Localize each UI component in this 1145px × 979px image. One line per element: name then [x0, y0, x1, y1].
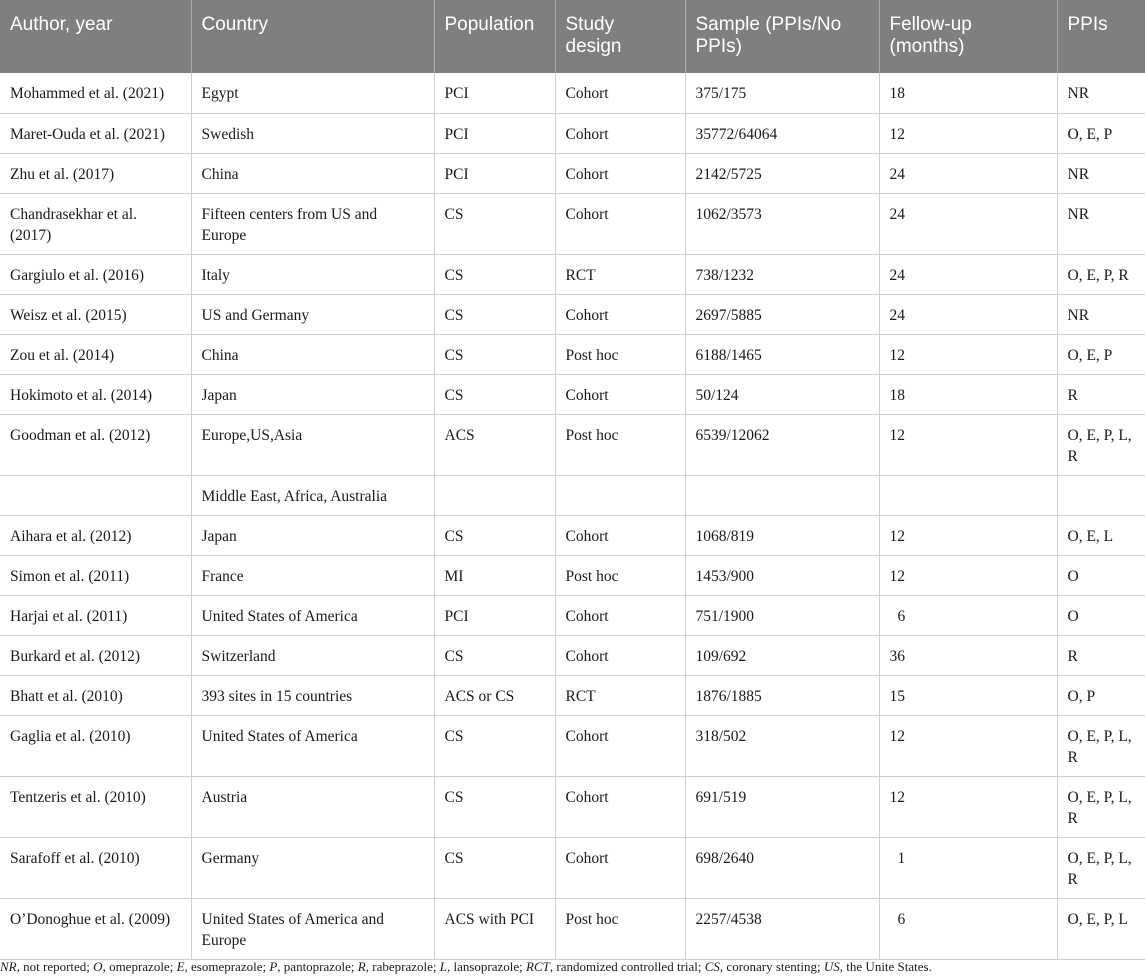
country-cell: Germany — [191, 837, 434, 898]
header-sample: Sample (PPIs/No PPIs) — [685, 0, 879, 73]
ppis-cell: NR — [1057, 153, 1145, 193]
footnote-abbreviation: E — [176, 959, 185, 974]
author-year-cell: Aihara et al. (2012) — [0, 515, 191, 555]
population-cell: MI — [434, 555, 555, 595]
table-row — [0, 153, 1145, 193]
country-cell: Middle East, Africa, Australia — [191, 475, 434, 515]
ppis-cell: O — [1057, 595, 1145, 635]
footnote-definition: , not reported; — [16, 959, 94, 974]
sample-cell: 375/175 — [685, 73, 879, 113]
country-cell: 393 sites in 15 countries — [191, 675, 434, 715]
study-design-cell: Cohort — [555, 73, 685, 113]
country-cell: Italy — [191, 254, 434, 294]
sample-cell: 1062/3573 — [685, 193, 879, 254]
population-cell — [434, 475, 555, 515]
author-year-cell: Mohammed et al. (2021) — [0, 73, 191, 113]
table-footnote — [0, 958, 1145, 976]
follow-up-cell: 36 — [879, 635, 1057, 675]
follow-up-cell: 24 — [879, 254, 1057, 294]
table-row — [0, 294, 1145, 334]
footnote-abbreviation: US — [823, 959, 840, 974]
study-design-cell: Cohort — [555, 776, 685, 837]
study-design-cell: Post hoc — [555, 898, 685, 959]
table-row — [0, 334, 1145, 374]
sample-cell: 1453/900 — [685, 555, 879, 595]
country-cell: Swedish — [191, 113, 434, 153]
header-follow-up: Fellow-up (months) — [879, 0, 1057, 73]
follow-up-cell: 6 — [879, 898, 1057, 959]
follow-up-cell: 1 — [879, 837, 1057, 898]
footnote-abbreviation: L — [439, 959, 447, 974]
study-design-cell: Cohort — [555, 153, 685, 193]
table-row — [0, 675, 1145, 715]
footnote-abbreviation: P — [269, 959, 278, 974]
footnote-abbreviation: RCT — [526, 959, 550, 974]
population-cell: CS — [434, 294, 555, 334]
sample-cell: 109/692 — [685, 635, 879, 675]
population-cell: CS — [434, 515, 555, 555]
footnote-definition: , esomeprazole; — [184, 959, 270, 974]
ppis-cell: O, E, P, L — [1057, 898, 1145, 959]
country-cell: US and Germany — [191, 294, 434, 334]
sample-cell: 691/519 — [685, 776, 879, 837]
country-cell: Europe,US,Asia — [191, 414, 434, 475]
ppis-cell: NR — [1057, 73, 1145, 113]
footnote-definition: , the Unite States. — [839, 959, 932, 974]
header-row — [0, 0, 1145, 73]
sample-cell: 751/1900 — [685, 595, 879, 635]
sample-cell: 1876/1885 — [685, 675, 879, 715]
population-cell: CS — [434, 776, 555, 837]
header-study-design: Study design — [555, 0, 685, 73]
follow-up-cell: 12 — [879, 715, 1057, 776]
author-year-cell — [0, 475, 191, 515]
ppis-cell: O, E, P, L, R — [1057, 837, 1145, 898]
country-cell: United States of America — [191, 715, 434, 776]
sample-cell: 6539/12062 — [685, 414, 879, 475]
ppis-cell: O, E, P, L, R — [1057, 776, 1145, 837]
author-year-cell: Sarafoff et al. (2010) — [0, 837, 191, 898]
table-row — [0, 113, 1145, 153]
author-year-cell: Gargiulo et al. (2016) — [0, 254, 191, 294]
table-row — [0, 414, 1145, 475]
population-cell: CS — [434, 193, 555, 254]
population-cell: CS — [434, 254, 555, 294]
header-author-year: Author, year — [0, 0, 191, 73]
population-cell: CS — [434, 837, 555, 898]
footnote-definition: , randomized controlled trial; — [549, 959, 705, 974]
population-cell: ACS — [434, 414, 555, 475]
study-design-cell: Cohort — [555, 193, 685, 254]
author-year-cell: Weisz et al. (2015) — [0, 294, 191, 334]
follow-up-cell — [879, 475, 1057, 515]
ppis-cell: O — [1057, 555, 1145, 595]
study-design-cell: Cohort — [555, 515, 685, 555]
follow-up-cell: 18 — [879, 374, 1057, 414]
country-cell: Austria — [191, 776, 434, 837]
population-cell: PCI — [434, 113, 555, 153]
table-row — [0, 595, 1145, 635]
table-row — [0, 715, 1145, 776]
study-design-cell: RCT — [555, 675, 685, 715]
author-year-cell: Harjai et al. (2011) — [0, 595, 191, 635]
follow-up-cell: 24 — [879, 153, 1057, 193]
study-design-cell: Cohort — [555, 635, 685, 675]
country-cell: Switzerland — [191, 635, 434, 675]
footnote-definition: , pantoprazole; — [277, 959, 358, 974]
follow-up-cell: 24 — [879, 294, 1057, 334]
country-cell: United States of America — [191, 595, 434, 635]
footnote-abbreviation: R — [357, 959, 366, 974]
study-design-cell: RCT — [555, 254, 685, 294]
country-cell: Japan — [191, 374, 434, 414]
author-year-cell: Burkard et al. (2012) — [0, 635, 191, 675]
sample-cell: 2142/5725 — [685, 153, 879, 193]
author-year-cell: Zhu et al. (2017) — [0, 153, 191, 193]
sample-cell: 35772/64064 — [685, 113, 879, 153]
follow-up-cell: 12 — [879, 776, 1057, 837]
follow-up-cell: 12 — [879, 515, 1057, 555]
header-ppis: PPIs — [1057, 0, 1145, 73]
table-row — [0, 475, 1145, 515]
ppis-cell: NR — [1057, 294, 1145, 334]
ppis-cell: O, E, P, L, R — [1057, 715, 1145, 776]
population-cell: PCI — [434, 153, 555, 193]
sample-cell: 6188/1465 — [685, 334, 879, 374]
author-year-cell: Gaglia et al. (2010) — [0, 715, 191, 776]
ppis-cell: NR — [1057, 193, 1145, 254]
author-year-cell: Tentzeris et al. (2010) — [0, 776, 191, 837]
study-design-cell: Cohort — [555, 374, 685, 414]
population-cell: PCI — [434, 595, 555, 635]
country-cell: Japan — [191, 515, 434, 555]
study-design-cell: Cohort — [555, 113, 685, 153]
follow-up-cell: 15 — [879, 675, 1057, 715]
ppis-cell: R — [1057, 635, 1145, 675]
country-cell: France — [191, 555, 434, 595]
follow-up-cell: 18 — [879, 73, 1057, 113]
ppis-cell: R — [1057, 374, 1145, 414]
table-row — [0, 193, 1145, 254]
table-row — [0, 898, 1145, 959]
ppis-cell: O, E, P, R — [1057, 254, 1145, 294]
table-row — [0, 776, 1145, 837]
study-design-cell: Cohort — [555, 294, 685, 334]
footnote-abbreviation: CS — [704, 959, 720, 974]
study-design-cell — [555, 475, 685, 515]
table-row — [0, 837, 1145, 898]
follow-up-cell: 12 — [879, 113, 1057, 153]
author-year-cell: Simon et al. (2011) — [0, 555, 191, 595]
follow-up-cell: 12 — [879, 414, 1057, 475]
study-design-cell: Post hoc — [555, 414, 685, 475]
sample-cell: 318/502 — [685, 715, 879, 776]
study-design-cell: Cohort — [555, 837, 685, 898]
table-row — [0, 254, 1145, 294]
author-year-cell: Hokimoto et al. (2014) — [0, 374, 191, 414]
author-year-cell: Bhatt et al. (2010) — [0, 675, 191, 715]
population-cell: ACS or CS — [434, 675, 555, 715]
follow-up-cell: 12 — [879, 334, 1057, 374]
footnote-definition: , omeprazole; — [102, 959, 177, 974]
table-row — [0, 555, 1145, 595]
sample-cell: 50/124 — [685, 374, 879, 414]
follow-up-cell: 12 — [879, 555, 1057, 595]
header-population: Population — [434, 0, 555, 73]
country-cell: Egypt — [191, 73, 434, 113]
ppis-cell: O, E, P — [1057, 113, 1145, 153]
sample-cell: 738/1232 — [685, 254, 879, 294]
study-design-cell: Cohort — [555, 595, 685, 635]
footnote-definition: , lansoprazole; — [446, 959, 527, 974]
sample-cell: 698/2640 — [685, 837, 879, 898]
ppis-cell — [1057, 475, 1145, 515]
country-cell: United States of America and Europe — [191, 898, 434, 959]
study-design-cell: Cohort — [555, 715, 685, 776]
sample-cell: 2257/4538 — [685, 898, 879, 959]
author-year-cell: Zou et al. (2014) — [0, 334, 191, 374]
footnote-abbreviation: O — [93, 959, 103, 974]
table-row — [0, 374, 1145, 414]
follow-up-cell: 6 — [879, 595, 1057, 635]
study-design-cell: Post hoc — [555, 334, 685, 374]
country-cell: Fifteen centers from US and Europe — [191, 193, 434, 254]
sample-cell: 2697/5885 — [685, 294, 879, 334]
population-cell: PCI — [434, 73, 555, 113]
sample-cell — [685, 475, 879, 515]
header-country: Country — [191, 0, 434, 73]
population-cell: CS — [434, 715, 555, 776]
population-cell: CS — [434, 374, 555, 414]
author-year-cell: O’Donoghue et al. (2009) — [0, 898, 191, 959]
author-year-cell: Goodman et al. (2012) — [0, 414, 191, 475]
footnote-abbreviation: NR — [0, 959, 17, 974]
ppis-cell: O, E, L — [1057, 515, 1145, 555]
ppis-cell: O, E, P, L, R — [1057, 414, 1145, 475]
follow-up-cell: 24 — [879, 193, 1057, 254]
population-cell: CS — [434, 334, 555, 374]
footnote-definition: , coronary stenting; — [719, 959, 824, 974]
author-year-cell: Maret-Ouda et al. (2021) — [0, 113, 191, 153]
country-cell: China — [191, 334, 434, 374]
table-row — [0, 515, 1145, 555]
population-cell: ACS with PCI — [434, 898, 555, 959]
sample-cell: 1068/819 — [685, 515, 879, 555]
ppis-cell: O, E, P — [1057, 334, 1145, 374]
author-year-cell: Chandrasekhar et al. (2017) — [0, 193, 191, 254]
table-row — [0, 73, 1145, 113]
footnote-definition: , rabeprazole; — [365, 959, 440, 974]
population-cell: CS — [434, 635, 555, 675]
table-row — [0, 635, 1145, 675]
study-design-cell: Post hoc — [555, 555, 685, 595]
country-cell: China — [191, 153, 434, 193]
ppis-cell: O, P — [1057, 675, 1145, 715]
